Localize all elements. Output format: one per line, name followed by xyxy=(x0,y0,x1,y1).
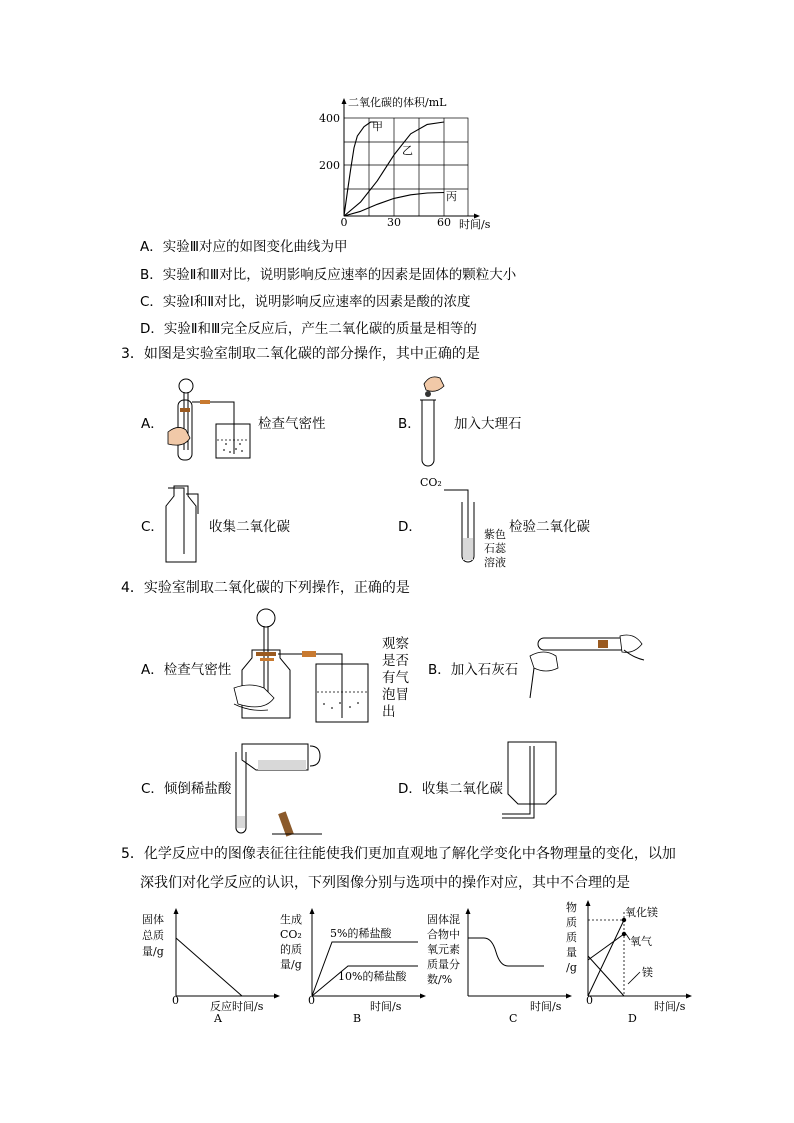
observe-line-1: 观察 xyxy=(382,636,409,652)
q3-option-d-label: 检验二氧化碳 xyxy=(509,519,590,535)
q3-option-b-letter[interactable]: B． xyxy=(398,416,421,432)
q5-d-ylabel-1: 物 xyxy=(566,901,577,914)
chart-xlabel: 时间/s xyxy=(459,218,491,230)
chart-origin: 0 xyxy=(340,216,348,229)
q5-b-letter[interactable]: B xyxy=(353,1012,362,1025)
q5-a-ylabel-3: 量/g xyxy=(142,945,164,958)
q5-c-letter[interactable]: C xyxy=(509,1012,518,1025)
observe-line-2: 是否 xyxy=(382,653,409,669)
chart-ylabel: 二氧化碳的体积/mL xyxy=(348,96,447,109)
q5-b-ylabel-2: CO₂ xyxy=(280,928,302,941)
q5-c-ylabel-2: 合物中 xyxy=(427,928,460,941)
q3-option-b-label: 加入大理石 xyxy=(454,416,522,432)
q5-a-ylabel-2: 总质 xyxy=(142,929,164,942)
q5-stem-line-1: 5．化学反应中的图像表征往往能使我们更加直观地了解化学变化中各物理量的变化，以加 xyxy=(121,846,676,862)
q5-b-zero: 0 xyxy=(308,994,315,1007)
q4-c-pour-acid-illustration xyxy=(228,732,324,838)
q3-d-co2-label: CO₂ xyxy=(420,476,442,489)
litmus-line-3: 溶液 xyxy=(484,556,506,569)
chart-ytick-400: 400 xyxy=(319,112,340,125)
chart-ytick-200: 200 xyxy=(319,159,340,172)
litmus-label xyxy=(484,528,506,570)
q5-a-ylabel xyxy=(142,912,164,960)
q5-b-ylabel-4: 量/g xyxy=(280,958,302,971)
q3-option-c-letter[interactable]: C． xyxy=(141,519,164,535)
q4-stem: 4．实验室制取二氧化碳的下列操作，正确的是 xyxy=(121,580,410,596)
q5-graph-b xyxy=(308,908,428,1000)
q3-option-a-letter[interactable]: A． xyxy=(141,416,164,432)
q5-c-ylabel xyxy=(427,912,460,987)
curve-label-bing: 丙 xyxy=(446,190,457,203)
q5-d-ylabel-3: 质 xyxy=(566,931,577,944)
q5-b-series-2: 10%的稀盐酸 xyxy=(338,970,407,983)
q3-c-collect-co2-illustration xyxy=(160,482,210,566)
q4-option-a[interactable]: A．检查气密性 xyxy=(141,662,232,678)
q3-stem: 3．如图是实验室制取二氧化碳的部分操作，其中正确的是 xyxy=(121,346,480,362)
q3-d-test-co2-illustration xyxy=(440,484,484,568)
q5-a-letter[interactable]: A xyxy=(214,1012,222,1025)
q5-a-zero: 0 xyxy=(172,994,179,1007)
q3-option-a-label: 检查气密性 xyxy=(258,416,326,432)
q4-option-b[interactable]: B．加入石灰石 xyxy=(428,662,519,678)
q5-d-zero: 0 xyxy=(586,994,593,1007)
chart-xtick-30: 30 xyxy=(387,216,401,229)
q2-option-c[interactable]: C．实验Ⅰ和Ⅱ对比，说明影响反应速率的因素是酸的浓度 xyxy=(140,294,471,310)
chart-xtick-60: 60 xyxy=(437,216,451,229)
q5-graph-a xyxy=(172,908,282,1000)
q5-b-xlabel: 时间/s xyxy=(370,1000,402,1013)
q4-a-observe-text xyxy=(382,636,409,721)
q5-a-xlabel: 反应时间/s xyxy=(210,1000,264,1013)
q4-b-add-limestone-illustration xyxy=(528,628,648,700)
q5-d-series-1: 氧化镁 xyxy=(625,906,658,919)
q5-d-series-3: 镁 xyxy=(642,966,653,979)
q5-b-ylabel xyxy=(280,912,302,972)
q5-b-ylabel-1: 生成 xyxy=(280,913,302,926)
q5-a-ylabel-1: 固体 xyxy=(142,913,164,926)
observe-line-5: 出 xyxy=(382,704,396,720)
curve-label-yi: 乙 xyxy=(402,144,413,157)
q5-c-ylabel-4: 质量分 xyxy=(427,958,460,971)
q3-a-airtight-check-illustration xyxy=(160,372,260,468)
curve-label-jia: 甲 xyxy=(372,120,383,133)
q5-d-ylabel xyxy=(566,900,577,975)
q5-d-series-2: 氧气 xyxy=(630,935,652,948)
q3-b-add-marble-illustration xyxy=(414,372,450,468)
q2-option-a[interactable]: A．实验Ⅲ对应的如图变化曲线为甲 xyxy=(140,239,348,255)
litmus-line-2: 石蕊 xyxy=(484,542,506,555)
q5-b-ylabel-3: 的质 xyxy=(280,943,302,956)
q5-d-xlabel: 时间/s xyxy=(654,1000,686,1013)
q5-stem-line-2: 深我们对化学反应的认识，下列图像分别与选项中的操作对应，其中不合理的是 xyxy=(140,875,630,891)
q3-option-c-label: 收集二氧化碳 xyxy=(209,519,290,535)
observe-line-3: 有气 xyxy=(382,670,409,686)
q5-d-ylabel-2: 质 xyxy=(566,916,577,929)
q5-d-letter[interactable]: D xyxy=(628,1012,637,1025)
litmus-line-1: 紫色 xyxy=(484,528,506,541)
q4-option-d[interactable]: D．收集二氧化碳 xyxy=(398,781,503,797)
q5-d-ylabel-4: 量 xyxy=(566,946,577,959)
q4-a-airtight-check-illustration xyxy=(230,604,380,728)
q2-option-d[interactable]: D．实验Ⅱ和Ⅲ完全反应后，产生二氧化碳的质量是相等的 xyxy=(140,321,477,337)
q3-option-d-letter[interactable]: D． xyxy=(398,519,422,535)
q5-c-xlabel: 时间/s xyxy=(530,1000,562,1013)
q5-b-series-1: 5%的稀盐酸 xyxy=(330,927,392,940)
q5-c-ylabel-3: 氧元素 xyxy=(427,943,460,956)
q4-option-c[interactable]: C．倾倒稀盐酸 xyxy=(141,781,232,797)
observe-line-4: 泡冒 xyxy=(382,687,409,703)
co2-volume-chart xyxy=(318,92,518,230)
q5-graph-c xyxy=(464,908,574,1000)
q5-c-ylabel-5: 数/% xyxy=(427,973,453,986)
q2-option-b[interactable]: B．实验Ⅱ和Ⅲ对比，说明影响反应速率的因素是固体的颗粒大小 xyxy=(140,267,517,283)
q5-d-ylabel-5: /g xyxy=(566,961,577,974)
q5-c-ylabel-1: 固体混 xyxy=(427,913,460,926)
q4-d-collect-co2-illustration xyxy=(500,738,564,834)
